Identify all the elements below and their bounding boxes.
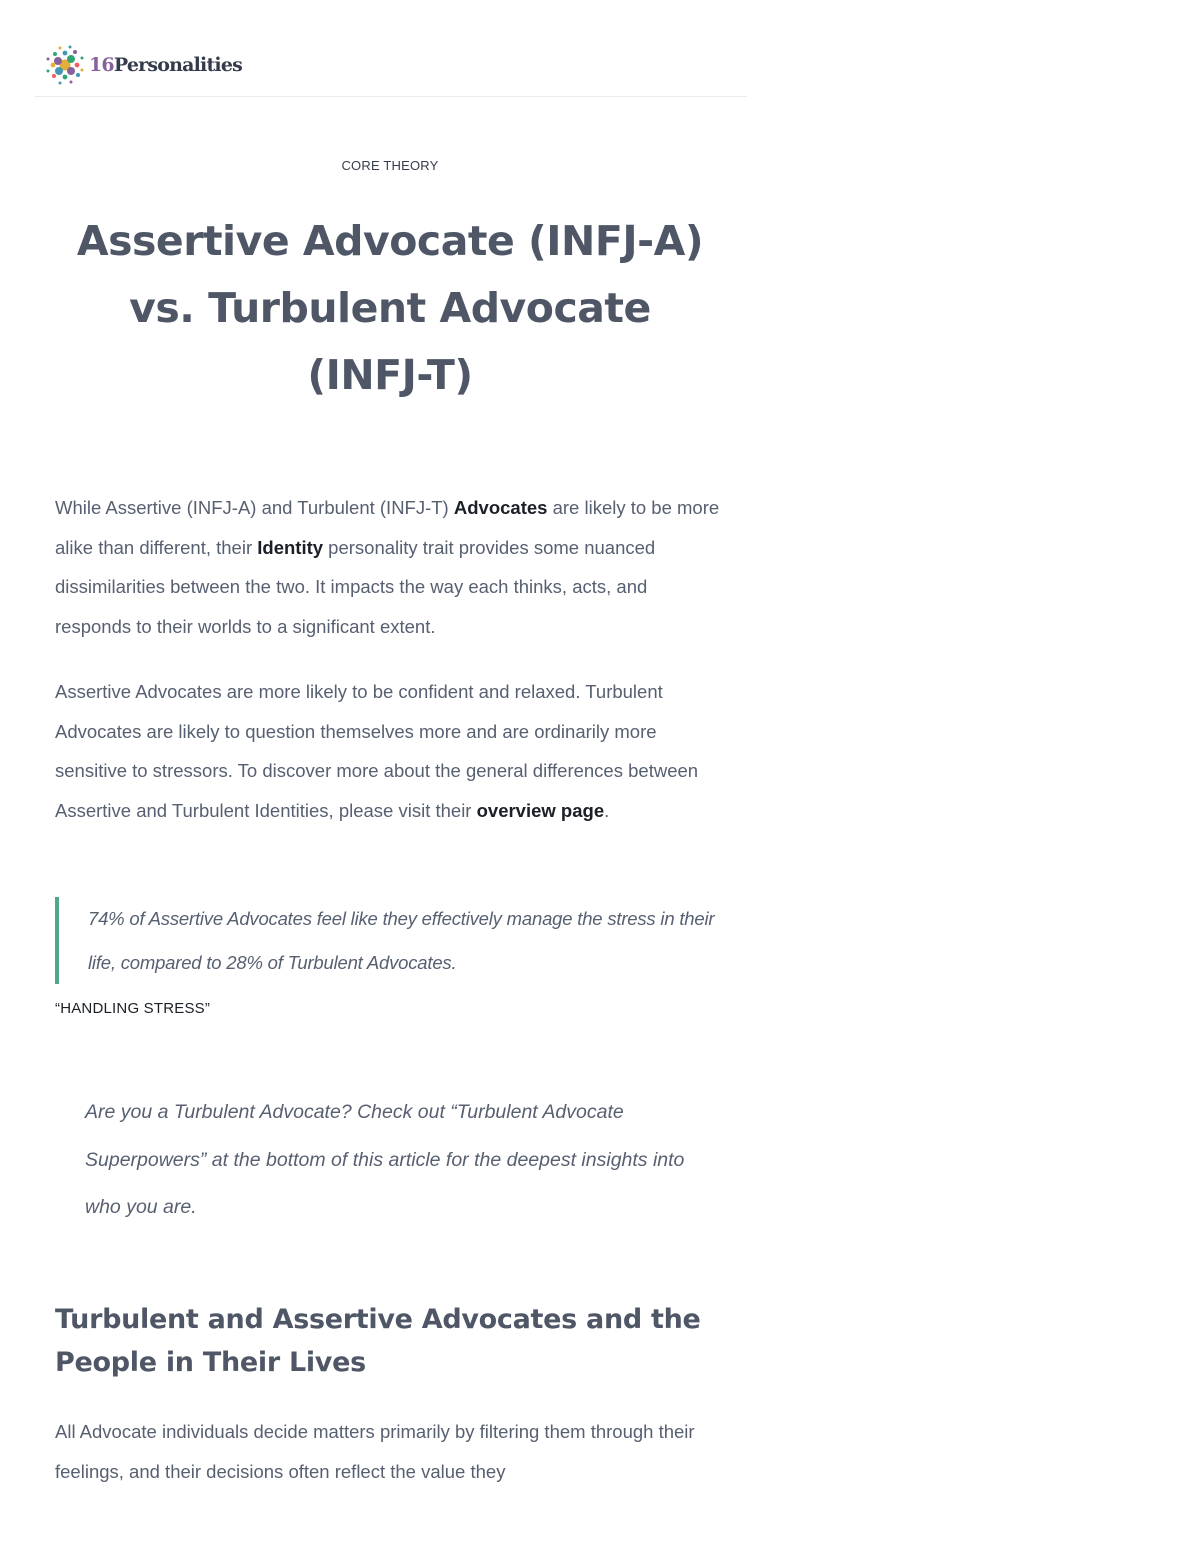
article-category: CORE THEORY (341, 158, 439, 173)
logo-number: 16 (89, 53, 114, 76)
logo-wordmark (89, 53, 243, 76)
intro-text-3: personality trait provides some nuanced dissimilarities between the two. It impacts the way each thinks, acts, and responds to their worlds to a significant extent. (55, 536, 656, 637)
logo-link[interactable] (45, 44, 242, 86)
section-heading: Turbulent and Assertive Advocates and the People in Their Lives (55, 1304, 701, 1378)
overview-text-1: Assertive Advocates are more likely to be confident and relaxed. Turbulent Advocates are likely to question themselves more and are ordinarily more sensitive to stressors. To discover more about the general differences between Assertive and Turbulent Identities, please visit their (55, 681, 699, 821)
superpowers-callout: Are you a Turbulent Advocate? Check out “Turbulent Advocate Superpowers” at the bottom of this article for the deepest insights into who you are. (85, 1101, 685, 1218)
overview-page-link[interactable]: overview page (476, 799, 605, 821)
intro-text-1: While Assertive (INFJ-A) and Turbulent (INFJ-T) (55, 497, 454, 518)
logo-icon (45, 44, 85, 86)
intro-text-2: are likely to be more alike than different, their (55, 497, 720, 558)
site-header (35, 0, 747, 97)
page-title: Assertive Advocate (INFJ-A) vs. Turbulent Advocate (INFJ-T) (76, 217, 704, 399)
overview-paragraph (55, 672, 727, 830)
overview-text-2: . (604, 799, 610, 821)
stat-quote-text: 74% of Assertive Advocates feel like they effectively manage the stress in their life, compared to 28% of Turbulent Advocates. (88, 908, 715, 973)
identity-link[interactable]: Identity (257, 536, 324, 558)
advocates-link[interactable]: Advocates (453, 497, 548, 518)
logo-word: Personalities (113, 53, 243, 76)
intro-paragraph (55, 488, 727, 646)
section-paragraph: All Advocate individuals decide matters primarily by filtering them through their feelings, and their decisions often reflect the value they (55, 1421, 695, 1482)
stat-quote (55, 897, 719, 984)
stat-quote-source: “HANDLING STRESS” (55, 1000, 211, 1017)
